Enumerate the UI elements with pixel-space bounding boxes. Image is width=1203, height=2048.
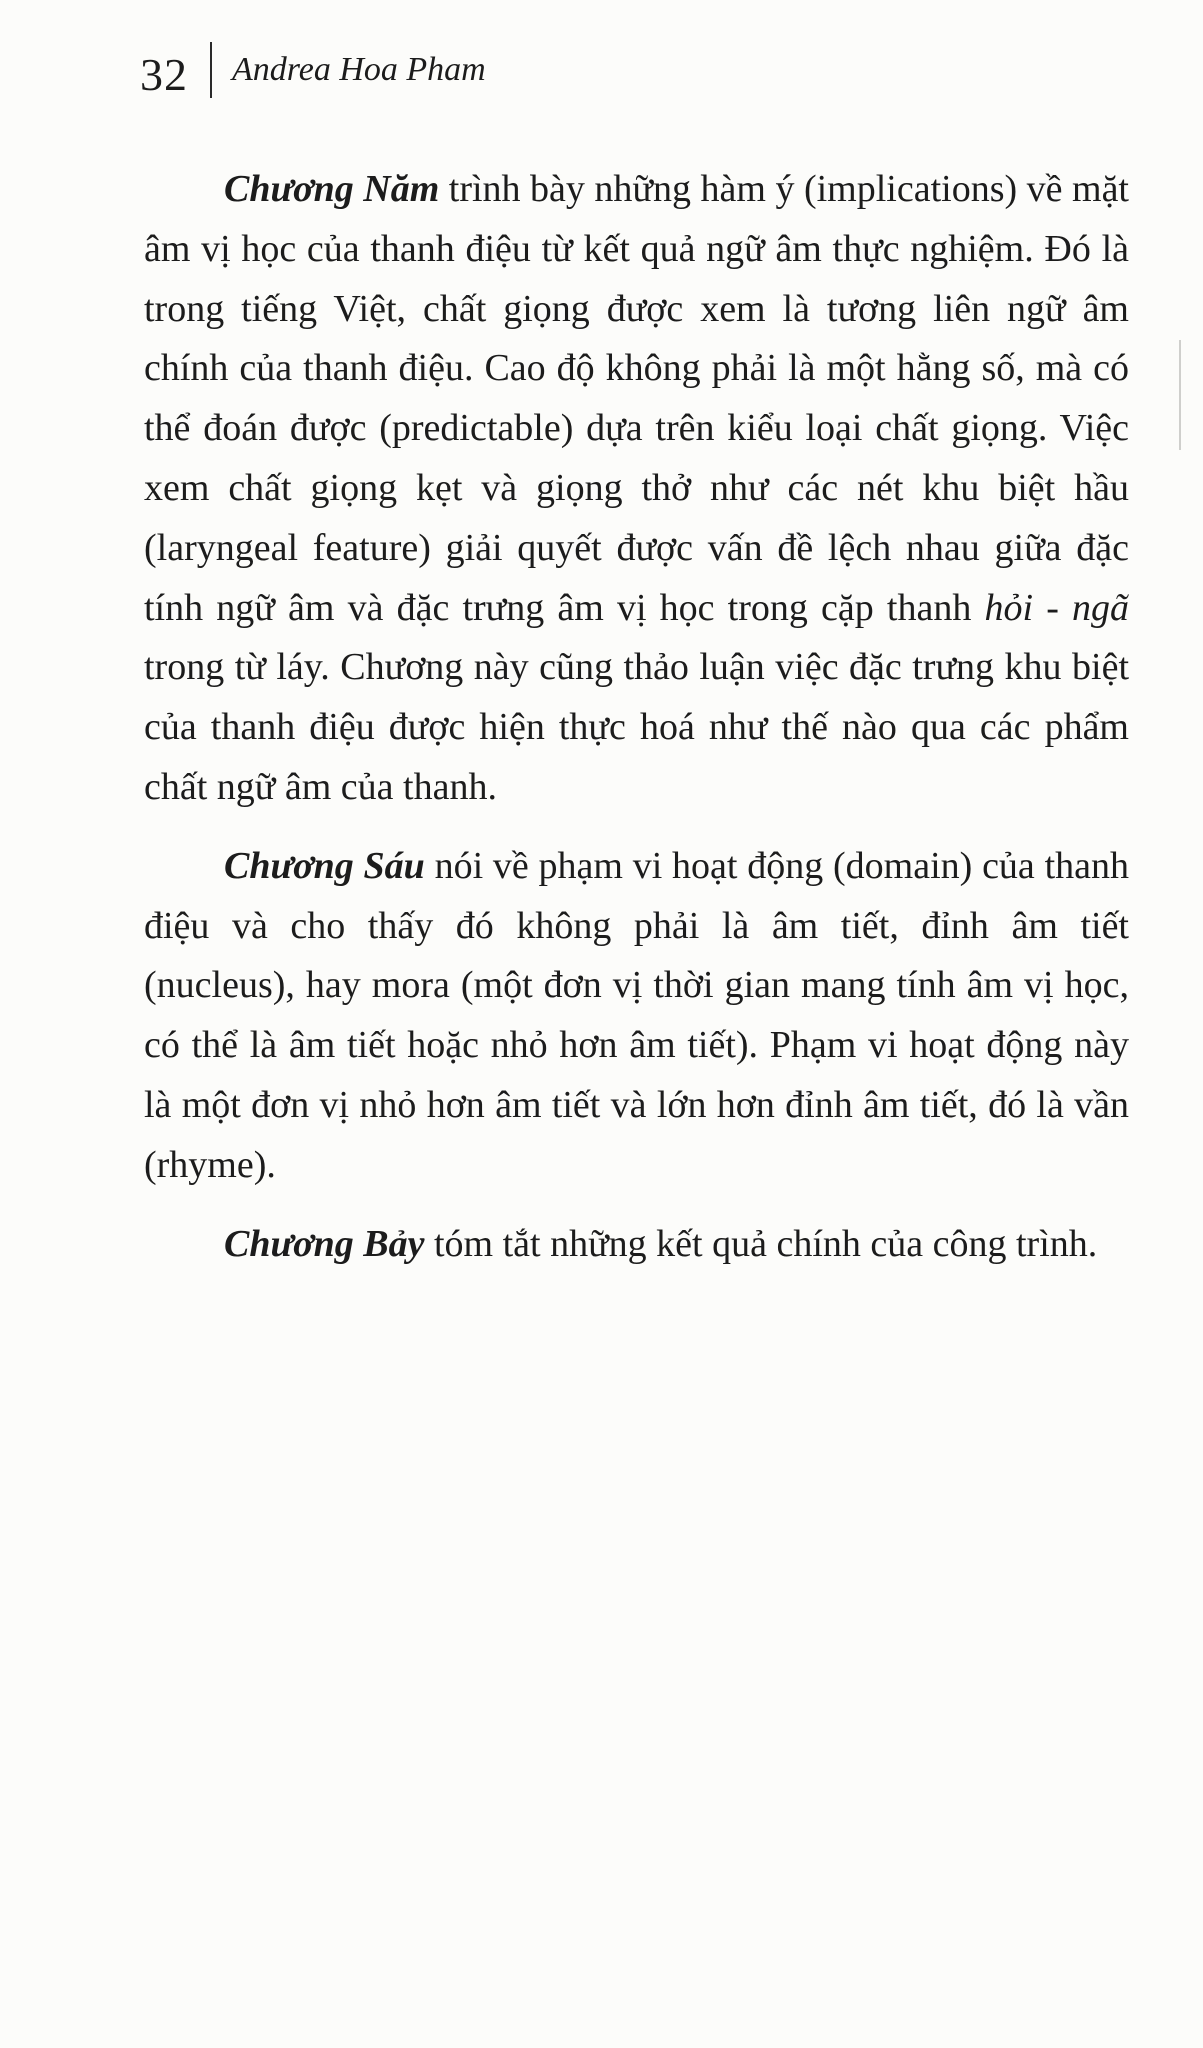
paragraph-text: nói về phạm vi hoạt động (domain) của thanh điệu và cho thấy đó không phải là âm tiết, đỉnh âm tiết (nucleus), hay mora (một đơn vị thời gian mang tính âm vị học, có thể là âm tiết hoặc nhỏ hơn âm tiết). Phạm vi hoạt động này là một đơn vị nhỏ hơn âm tiết và lớn hơn đỉnh âm tiết, đó là vần (rhyme). [144, 844, 1129, 1186]
paragraph-text: trình bày những hàm ý (implications) về mặt âm vị học của thanh điệu từ kết quả ngữ âm thực nghiệm. Đó là trong tiếng Việt, chất giọng được xem là tương liên ngữ âm chính của thanh điệu. Cao độ không phải là một hằng số, mà có thể đoán được (predictable) dựa trên kiểu loại chất giọng. Việc xem chất giọng kẹt và giọng thở như các nét khu biệt hầu (laryngeal feature) giải quyết được vấn đề lệch nhau giữa đặc tính ngữ âm và đặc trưng âm vị học trong cặp thanh [144, 168, 1129, 629]
body-text [144, 160, 1129, 1293]
header-divider [210, 42, 212, 98]
paragraph-text: tóm tắt những kết quả chính của công trình. [424, 1222, 1098, 1265]
paragraph-text: trong từ láy. Chương này cũng thảo luận việc đặc trưng khu biệt của thanh điệu được hiện thực hoá như thế nào qua các phẩm chất ngữ âm của thanh. [144, 646, 1129, 808]
scan-edge-mark [1179, 340, 1181, 450]
page-number: 32 [140, 49, 188, 100]
paragraph-chapter-six [144, 837, 1129, 1196]
paragraph-chapter-seven [144, 1215, 1129, 1275]
chapter-six-label: Chương Sáu [224, 844, 425, 887]
page-header [140, 40, 486, 100]
chapter-seven-label: Chương Bảy [224, 1222, 425, 1265]
running-head-author: Andrea Hoa Pham [232, 51, 486, 88]
tone-pair-term: hỏi - ngã [984, 586, 1129, 629]
chapter-five-label: Chương Năm [224, 168, 440, 210]
paragraph-chapter-five [144, 160, 1129, 818]
